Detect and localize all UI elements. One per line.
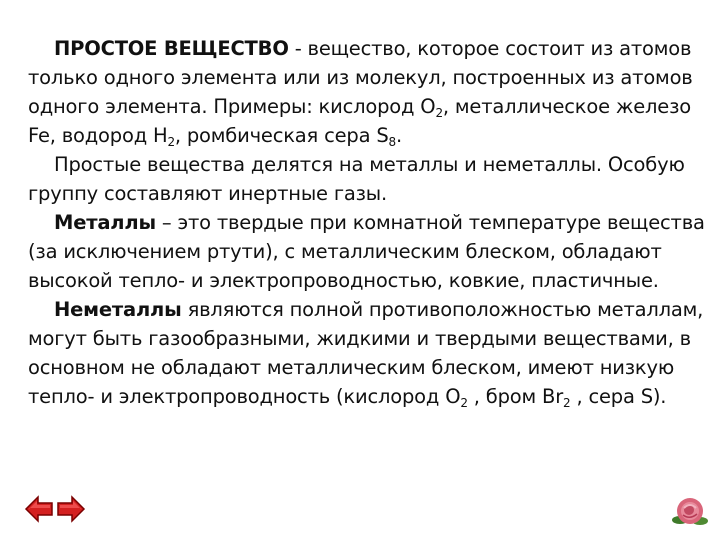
term-simple-substance: ПРОСТОЕ ВЕЩЕСТВО (54, 37, 289, 60)
back-button[interactable] (24, 494, 54, 524)
text-segment: , ромбическая сера S (174, 124, 389, 147)
text-segment: , сера S). (570, 385, 667, 408)
forward-button[interactable] (56, 494, 86, 524)
subscript: 2 (167, 135, 175, 149)
text-segment: , бром Br (467, 385, 564, 408)
arrow-left-icon (24, 495, 54, 523)
arrow-right-icon (56, 495, 86, 523)
text-segment: Простые вещества делятся на металлы и неметаллы. Особую группу составляют инертные газы. (28, 153, 685, 205)
paragraph-classification (28, 150, 712, 208)
term-nonmetals: Неметаллы (54, 298, 182, 321)
subscript: 2 (435, 106, 443, 120)
subscript: 2 (460, 396, 468, 410)
subscript: 2 (563, 396, 571, 410)
text-segment: , металлическое железо Fe, водород Н (28, 95, 691, 147)
rose-flower-icon (672, 494, 708, 528)
text-segment: . (395, 124, 402, 147)
slide-body (28, 34, 712, 411)
paragraph-nonmetals (28, 295, 712, 411)
paragraph-metals (28, 208, 712, 295)
text-segment: – это твердые при комнатной температуре вещества (за исключением ртути), с металлическим блеском, обладают высокой тепло- и электропроводностью, ковкие, пластичные. (28, 211, 705, 292)
subscript: 8 (388, 135, 396, 149)
paragraph-simple-substance (28, 34, 712, 150)
text-segment: - вещество, которое состоит из атомов только одного элемента или из молекул, построенных из атомов одного элемента. Примеры: кислород О (28, 37, 693, 118)
text-segment: являются полной противоположностью металлам, могут быть газообразными, жидкими и твердыми веществами, в основном не обладают металлическим блеском, имеют низкую тепло- и электропроводность (кислород О (28, 298, 704, 408)
term-metals: Металлы (54, 211, 156, 234)
